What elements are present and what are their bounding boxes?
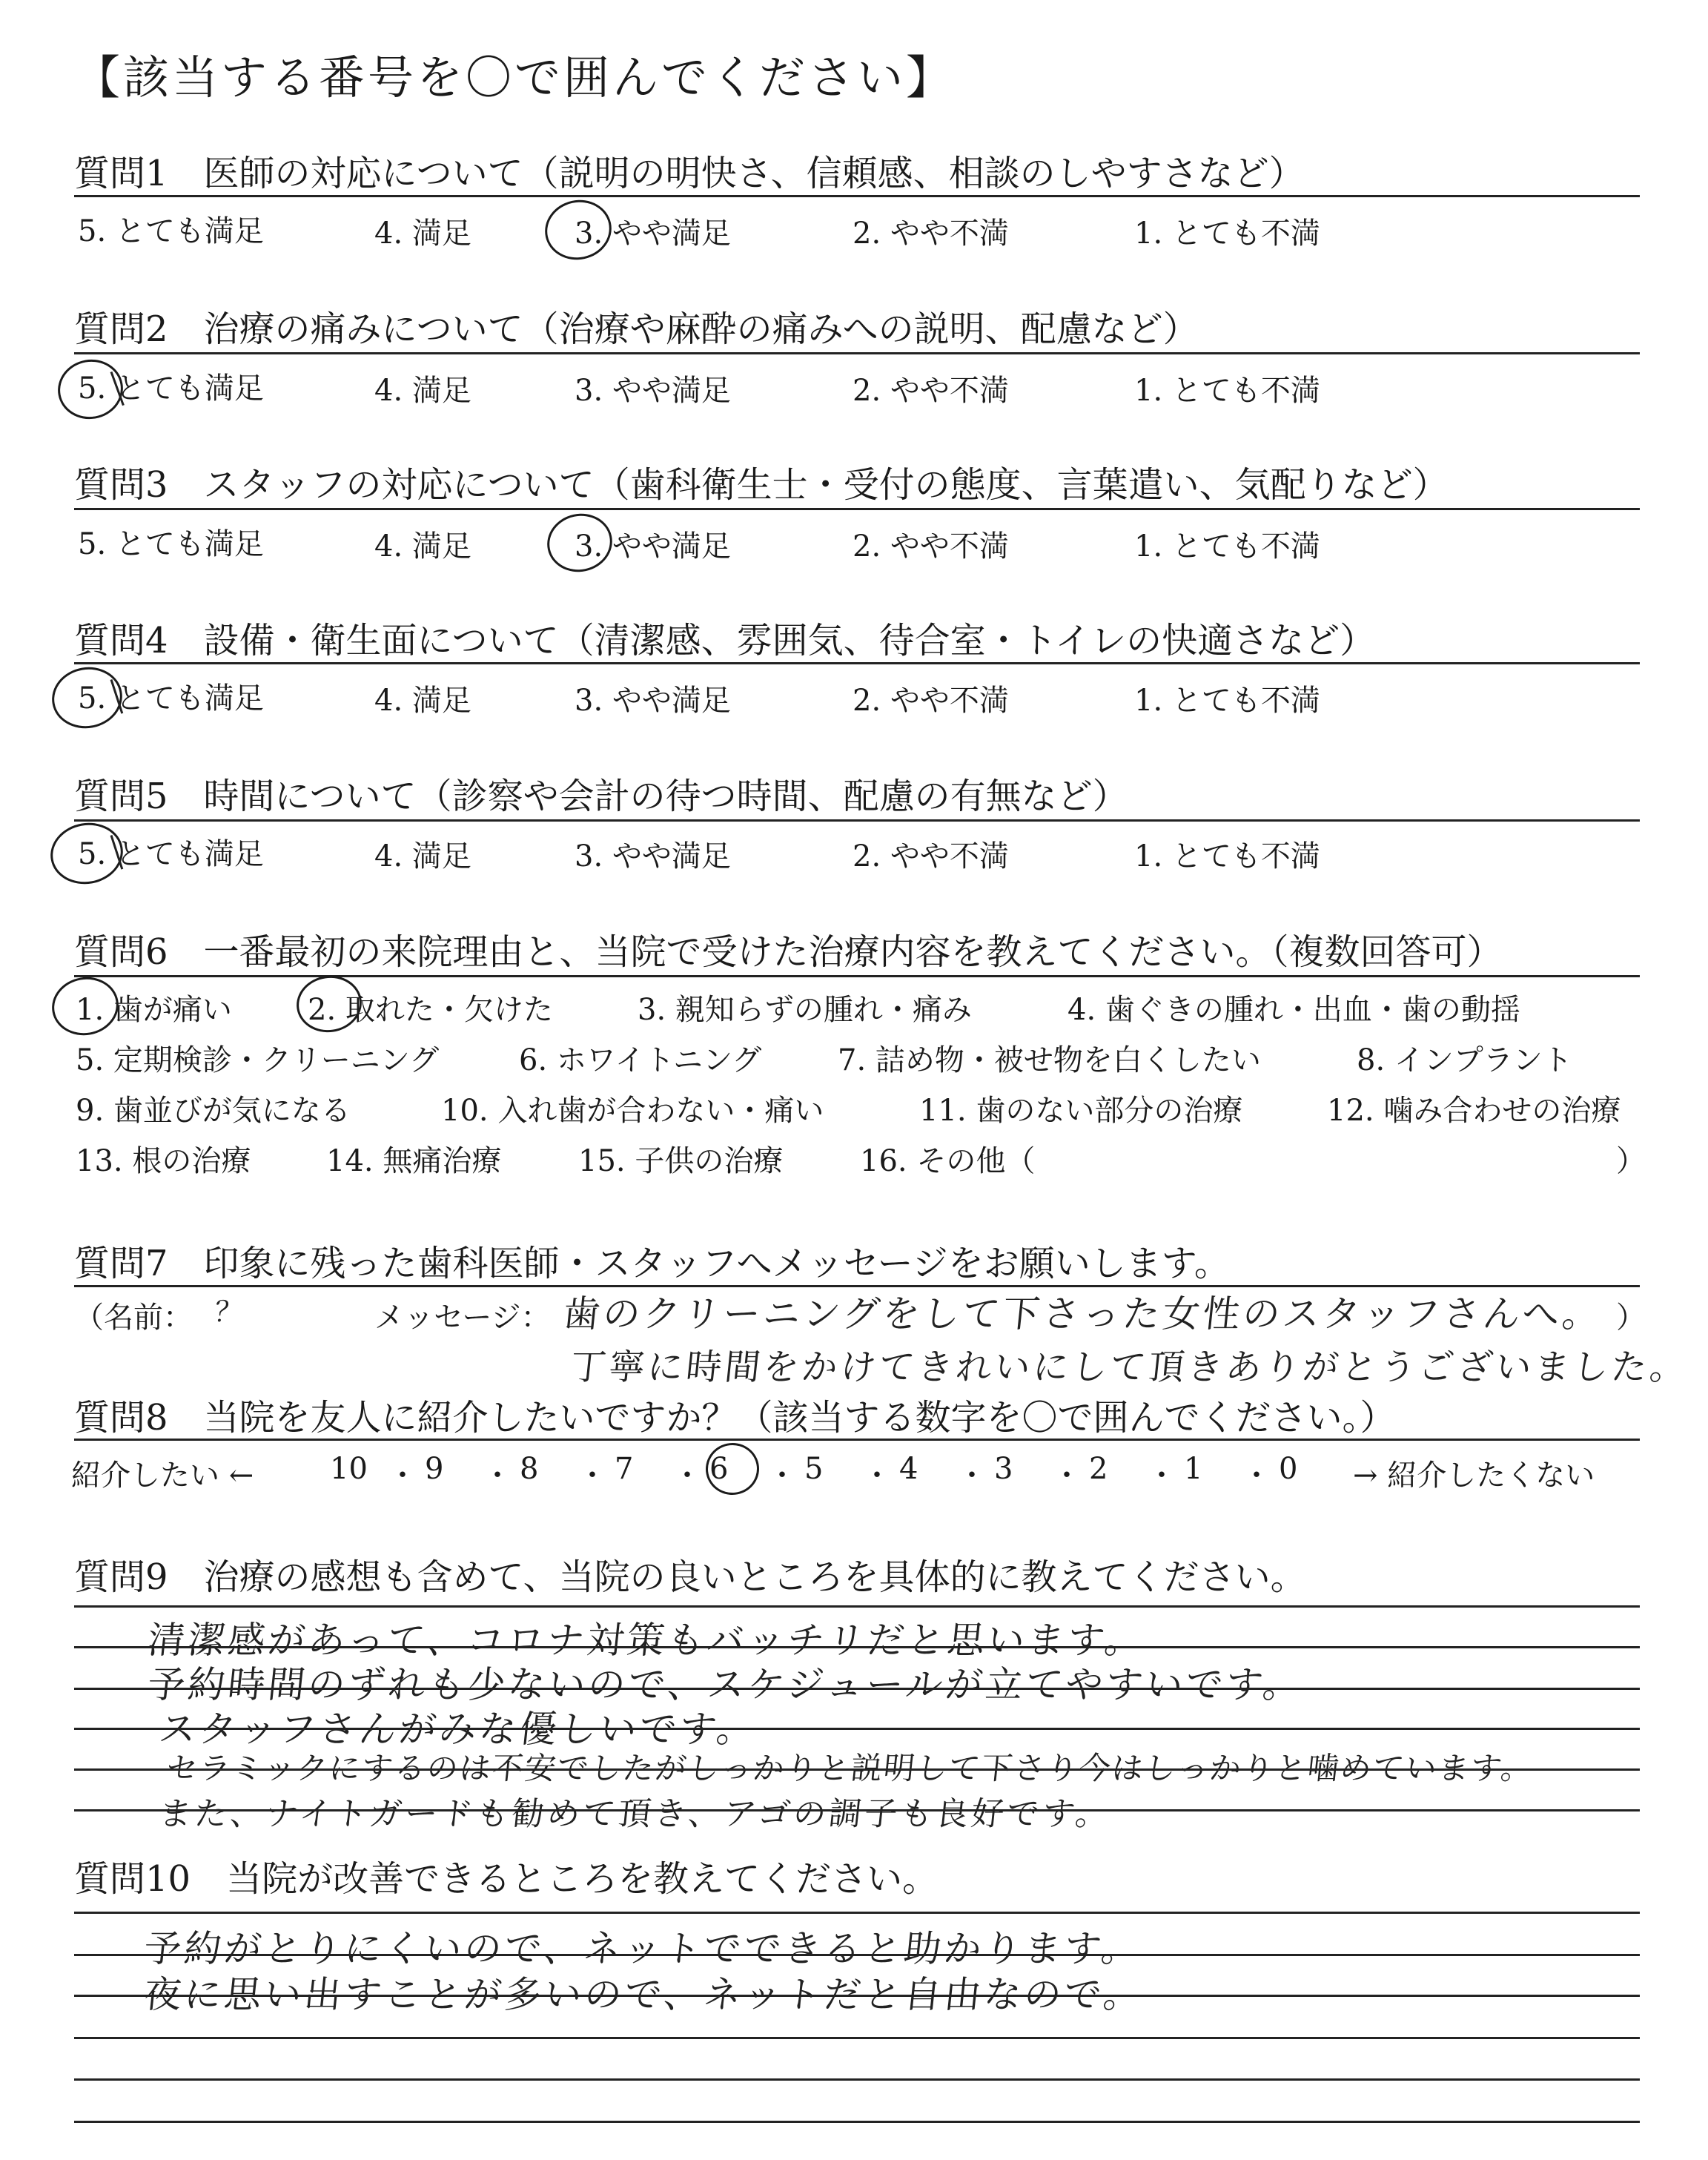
q9-answer-rule [74,1605,1640,1608]
question-6-title: 質問6 一番最初の来院理由と、当院で受けた治療内容を教えてください。（複数回答可） [74,931,1503,973]
q10-answer-line-2[interactable]: 夜に思い出すことが多いので、ネットだと自由なので。 [142,1973,1146,2016]
q6-option-10[interactable]: 10. 入れ歯が合わない・痛い [441,1094,824,1128]
q8-scale-7[interactable]: 7 [615,1452,634,1486]
q8-scale-6[interactable]: 6 [709,1452,729,1486]
q8-scale-4[interactable]: 4 [899,1452,918,1486]
q8-scale-2[interactable]: 2 [1089,1452,1108,1486]
q1-option-1[interactable]: 1. とても不満 [1134,217,1320,251]
question-6-rule [74,975,1640,977]
q9-answer-line-5[interactable]: また、ナイトガードも勧めて頂き、アゴの調子も良好です。 [156,1795,1113,1833]
q8-scale-separator: ・ [1147,1459,1176,1493]
q6-option-11[interactable]: 11. 歯のない部分の治療 [919,1094,1243,1128]
q7-name-value[interactable]: ？ [213,1295,248,1328]
question-8-rule [74,1439,1640,1441]
q6-option-16[interactable]: 16. その他（ [860,1144,1036,1178]
q4-option-4[interactable]: 4. 満足 [374,684,471,718]
q8-scale-separator: ・ [388,1459,417,1493]
q8-scale-1[interactable]: 1 [1184,1452,1203,1486]
q8-scale-separator: ・ [862,1459,892,1493]
q10-answer-rule [74,1912,1640,1914]
q6-option-15[interactable]: 15. 子供の治療 [578,1144,784,1178]
q6-option-7[interactable]: 7. 詰め物・被せ物を白くしたい [838,1043,1261,1077]
question-4-title: 質問4 設備・衛生面について（清潔感、雰囲気、待合室・トイレの快適さなど） [74,620,1376,661]
q6-option-5[interactable]: 5. 定期検診・クリーニング [76,1043,440,1077]
q6-option-1[interactable]: 1. 歯が痛い [76,993,232,1027]
q4-option-3[interactable]: 3. やや満足 [575,684,731,718]
q8-scale-separator: ・ [577,1459,607,1493]
q6-option-6[interactable]: 6. ホワイトニング [519,1043,762,1077]
question-7-title: 質問7 印象に残った歯科医師・スタッフへメッセージをお願いします。 [74,1243,1230,1284]
q10-answer-rule [74,2037,1640,2039]
q8-scale-10[interactable]: 10 [330,1452,368,1486]
q6-other-close-paren: ） [1616,1144,1646,1178]
q5-option-3[interactable]: 3. やや満足 [575,839,731,873]
q7-name-label: （名前： [74,1301,193,1335]
q4-option-1[interactable]: 1. とても不満 [1134,684,1320,718]
q2-option-3[interactable]: 3. やや満足 [575,374,731,408]
q3-option-4[interactable]: 4. 満足 [374,529,471,564]
q10-answer-line-1[interactable]: 予約がとりにくいので、ネットでできると助かります。 [142,1927,1144,1970]
question-1-title: 質問1 医師の対応について（説明の明快さ、信頼感、相談のしやすさなど） [74,153,1305,194]
q6-option-4[interactable]: 4. 歯ぐきの腫れ・出血・歯の動揺 [1068,993,1520,1027]
q5-option-1[interactable]: 1. とても不満 [1134,839,1320,873]
q6-option-13[interactable]: 13. 根の治療 [76,1144,251,1178]
q2-option-2[interactable]: 2. やや不満 [853,374,1009,408]
q8-scale-separator: ・ [767,1459,797,1493]
q8-scale-3[interactable]: 3 [994,1452,1013,1486]
q10-answer-rule [74,2078,1640,2081]
q8-scale-separator: ・ [1052,1459,1082,1493]
q3-option-2[interactable]: 2. やや不満 [853,529,1009,564]
q3-option-5[interactable]: 5. とても満足 [78,527,264,561]
q3-option-1[interactable]: 1. とても不満 [1134,529,1320,564]
q5-option-5[interactable]: 5. とても満足 [78,837,264,871]
question-3-rule [74,508,1640,510]
q5-option-2[interactable]: 2. やや不満 [853,839,1009,873]
question-8-title: 質問8 当院を友人に紹介したいですか？（該当する数字を〇で囲んでください。） [74,1397,1396,1439]
q9-answer-line-4[interactable]: セラミックにするのは不安でしたがしっかりと説明して下さり今はしっかりと噛めています。 [165,1750,1536,1786]
question-5-title: 質問5 時間について（診察や会計の待つ時間、配慮の有無など） [74,776,1128,817]
question-2-rule [74,352,1640,354]
q4-option-5[interactable]: 5. とても満足 [78,681,264,716]
q9-answer-line-3[interactable]: スタッフさんがみな優しいです。 [156,1708,759,1751]
q8-scale-0[interactable]: 0 [1279,1452,1298,1486]
q6-option-2[interactable]: 2. 取れた・欠けた [308,993,553,1027]
q2-option-5[interactable]: 5. とても満足 [78,371,264,406]
q5-option-4[interactable]: 4. 満足 [374,839,471,873]
q4-option-2[interactable]: 2. やや不満 [853,684,1009,718]
q10-answer-rule [74,2121,1640,2123]
q8-scale-separator: ・ [1242,1459,1271,1493]
q8-scale-separator: ・ [483,1459,512,1493]
q8-scale-separator: ・ [957,1459,987,1493]
q3-option-3[interactable]: 3. やや満足 [575,529,731,564]
q2-option-4[interactable]: 4. 満足 [374,374,471,408]
q8-scale-8[interactable]: 8 [520,1452,539,1486]
q7-close-paren: ） [1616,1301,1646,1335]
q9-answer-line-2[interactable]: 予約時間のずれも少ないので、スケジュールが立てやすいです。 [145,1663,1305,1706]
q8-scale-9[interactable]: 9 [425,1452,444,1486]
q8-scale-separator: ・ [672,1459,702,1493]
q8-right-label: → 紹介したくない [1353,1459,1595,1493]
q6-option-14[interactable]: 14. 無痛治療 [326,1144,502,1178]
q1-option-5[interactable]: 5. とても満足 [78,214,264,248]
q6-option-3[interactable]: 3. 親知らずの腫れ・痛み [638,993,972,1027]
question-10-title: 質問10 当院が改善できるところを教えてください。 [74,1858,939,1900]
question-4-rule [74,662,1640,664]
q7-message-label: メッセージ： [374,1301,551,1335]
q7-message-line-1[interactable]: 歯のクリーニングをして下さった女性のスタッフさんへ。 [560,1292,1605,1335]
question-9-title: 質問9 治療の感想も含めて、当院の良いところを具体的に教えてください。 [74,1556,1306,1598]
q6-option-9[interactable]: 9. 歯並びが気になる [76,1094,351,1128]
q1-option-4[interactable]: 4. 満足 [374,217,471,251]
q1-option-2[interactable]: 2. やや不満 [853,217,1009,251]
question-5-rule [74,819,1640,822]
q1-option-3[interactable]: 3. やや満足 [575,217,731,251]
q6-option-8[interactable]: 8. インプラント [1357,1043,1572,1077]
q7-message-line-2[interactable]: 丁寧に時間をかけてきれいにして頂きありがとうございました。 [568,1347,1691,1388]
q8-scale-5[interactable]: 5 [804,1452,824,1486]
q2-option-1[interactable]: 1. とても不満 [1134,374,1320,408]
question-3-title: 質問3 スタッフの対応について（歯科衛生士・受付の態度、言葉遣い、気配りなど） [74,464,1449,506]
question-2-title: 質問2 治療の痛みについて（治療や麻酔の痛みへの説明、配慮など） [74,308,1199,350]
q6-option-12[interactable]: 12. 噛み合わせの治療 [1327,1094,1621,1128]
q9-answer-line-1[interactable]: 清潔感があって、コロナ対策もバッチリだと思います。 [145,1619,1148,1662]
form-title: 【該当する番号を〇で囲んでください】 [74,50,956,105]
q8-left-label: 紹介したい ← [71,1459,254,1493]
question-1-rule [74,195,1640,197]
